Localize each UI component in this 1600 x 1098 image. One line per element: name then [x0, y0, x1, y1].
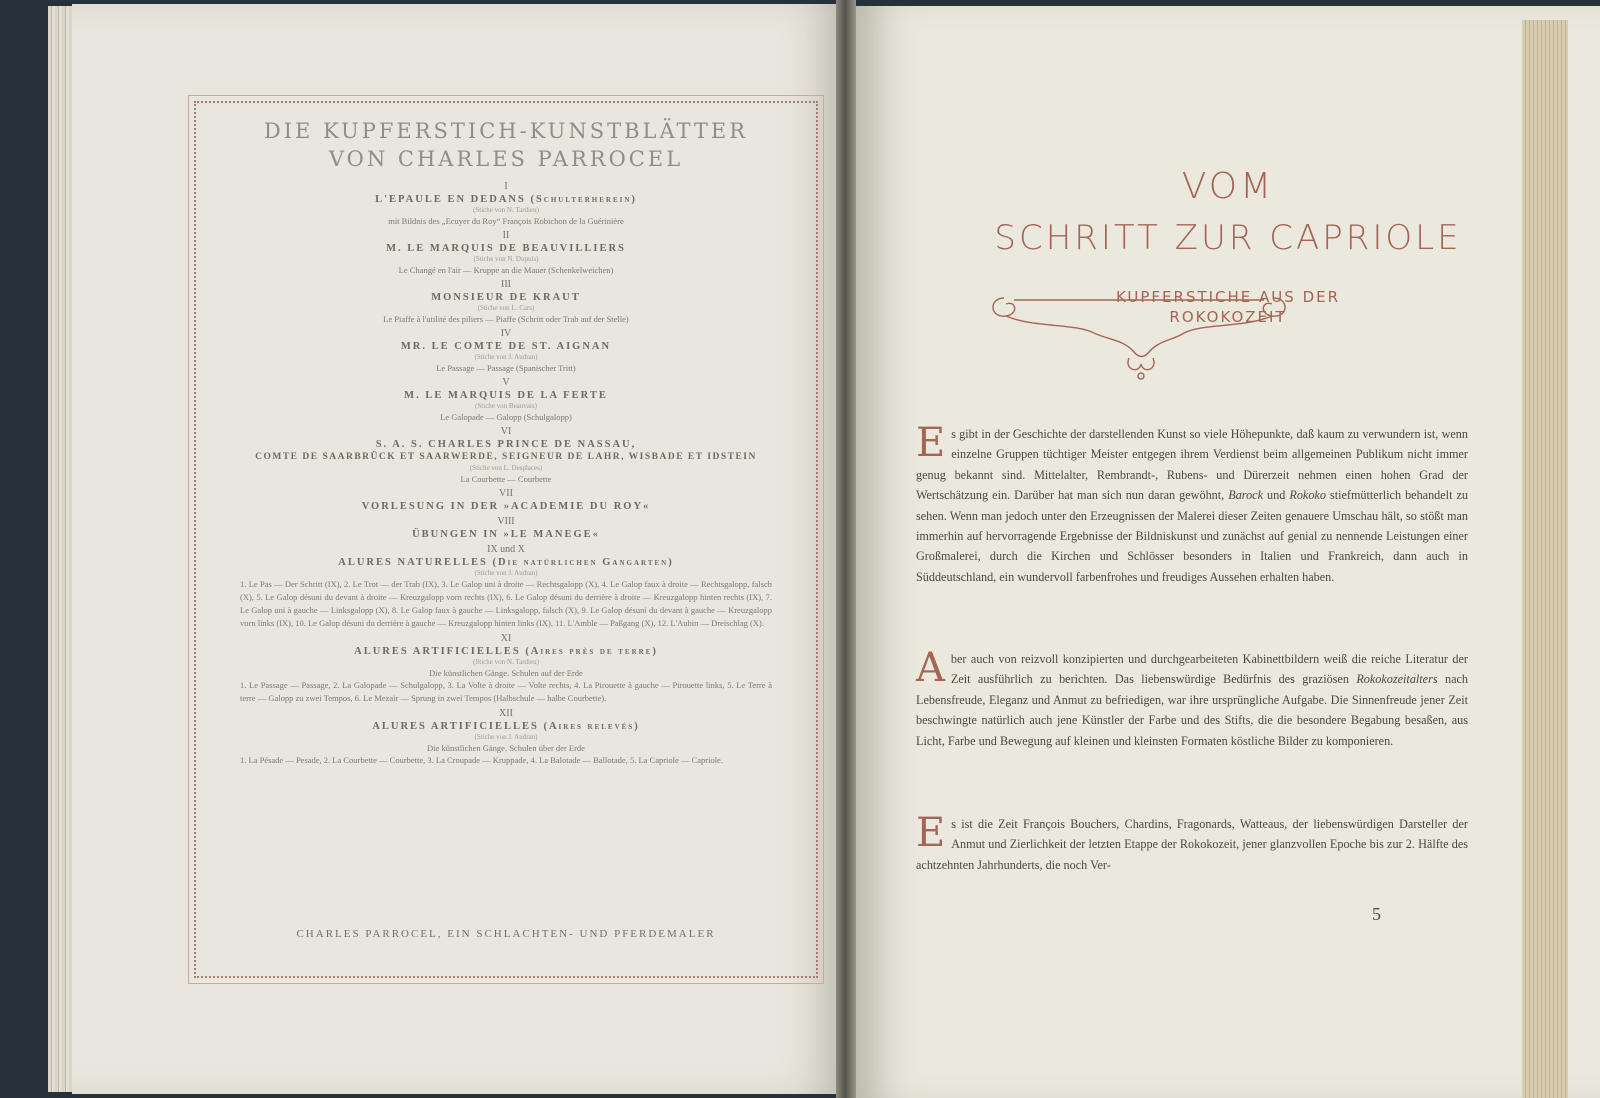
entry-engraver: (Stiche von N. Tardieu) [473, 658, 539, 666]
contents-list [214, 181, 798, 916]
entry-engraver: (Stiche von L. Cars) [477, 304, 535, 312]
contents-entry [214, 230, 798, 276]
contents-entry [214, 516, 798, 541]
entry-number: II [502, 230, 510, 241]
contents-frame [194, 101, 818, 978]
entry-description: Die künstlichen Gänge. Schulen über der Erde [427, 743, 585, 753]
contents-entry [214, 544, 798, 630]
paragraph-text: s gibt in der Geschichte der darstellenden Kunst so viele Höhepunkte, daß kaum zu verwundern ist, wenn einzelne Gruppen tüchtiger Meister entgegen ihrem Verdienst beim allgemeinen Publikum nicht immer genug bekannt sind. Mittelalter, Rembrandt-, Rubens- und Dürerzeit nehmen einen hohen Grad der Wertschätzung ein. Darüber hat man sich nun daran gewöhnt, [916, 427, 1468, 503]
entry-engraver: (Stiche von Beauvais) [475, 402, 537, 410]
paragraph-3 [916, 810, 1468, 875]
entry-title: ALURES ARTIFICIELLES (Aires près de terre) [354, 646, 658, 657]
emphasis: Rokokozeitalters [1356, 672, 1438, 687]
entry-engraver: (Stiche von J. Audran) [474, 733, 538, 741]
entry-title: S. A. S. CHARLES PRINCE DE NASSAU, [375, 439, 637, 450]
entry-title: MONSIEUR DE KRAUT [431, 292, 581, 303]
entry-body: 1. Le Pas — Der Schritt (IX), 2. Le Trot — der Trab (IX), 3. Le Galop uni à droite — Rechtsgalopp (X), 4. Le Galop faux à droite — Rechtsgalopp, falsch (X), 5. Le Galop désuni du devant à droite — Kreuzgalopp vorn rechts (IX), 6. Le Galop désuni du derrière à droite — Kreuzgalopp hinten rechts (IX), 7. Le Galop uni à gauche — Linksgalopp (X), 8. Le Galop faux à gauche — Linksgalopp, falsch (X), 9. Le Galop désuni du devant à gauche — Kreuzgalopp vorn links (IX), 10. Le Galop désuni du derrière à gauche — Kreuzgalopp hinten links (IX), 11. L'Amble — Paßgang (X), 12. L'Aubin — Dreischlag (X). [240, 579, 772, 628]
contents-footer: CHARLES PARROCEL, EIN SCHLACHTEN- UND PFERDEMALER [296, 928, 716, 940]
book-gutter [836, 0, 856, 1098]
entry-title: ALURES NATURELLES (Die natürlichen Gangarten) [338, 557, 674, 568]
entry-number: XI [500, 633, 512, 644]
paragraph-text: stiefmütterlich behandelt zu sehen. Wenn man jedoch unter den Erzeugnissen der Malerei dieser Zeiten genauere Umschau hält, so stößt man immerhin auf hervorragende Ergebnisse der Bildniskunst und zunächst auf genial zu nennende Leistungen einer Großmalerei, durch die Kirchen und Schlösser besonders in Italien und Frankreich, dann auch in Süddeutschland, ein wundervoll farbenfrohes und freudiges Aussehen erhalten haben. [916, 488, 1469, 584]
drop-cap: A [916, 645, 945, 691]
contents-entry [214, 426, 798, 485]
emphasis: Rokoko [1289, 488, 1326, 503]
paragraph-2 [916, 645, 1468, 751]
entry-engraver: (Stiche von J. Audran) [474, 353, 538, 361]
entry-engraver: (Stiche von J. Audran) [474, 569, 538, 577]
left-page [72, 4, 852, 1094]
entry-description: La Courbette — Courbette [460, 474, 552, 484]
paragraph-text: nach Lebensfreude, Eleganz und Anmut zu befriedigen, war ihre ursprüngliche Aufgabe. Die Sinnenfreude jener Zeit beschwingte natürlich auch jene Künstler der Farbe und des Stifts, die die besondere Begabung besaßen, aus Licht, Farbe und Bewegung auf kleinen und kleinsten Formaten köstliche Bilder zu komponieren. [916, 672, 1468, 748]
paragraph-text: ber auch von reizvoll konzipierten und durchgearbeiteten Kabinettbildern weiß die reiche Literatur der Zeit ausführlich zu berichten. Das liebenswürdige Bedürfnis des graziösen [950, 652, 1468, 687]
chapter-title-line-1: VOM [1181, 166, 1275, 207]
chapter-title-line-2: SCHRITT ZUR CAPRIOLE [994, 218, 1462, 258]
chapter-subtitle-line-2: ROKOKOZEIT [1169, 308, 1287, 326]
entry-title: VORLESUNG IN DER »ACADEMIE DU ROY« [361, 501, 651, 512]
entry-number: IX und X [487, 544, 525, 555]
entry-number: XII [499, 708, 513, 719]
entry-description: Le Passage — Passage (Spanischer Tritt) [436, 363, 576, 373]
entry-engraver: (Stiche von N. Tardieu) [473, 206, 539, 214]
entry-title: L'EPAULE EN DEDANS (Schulterherein) [375, 194, 637, 205]
entry-title: MR. LE COMTE DE ST. AIGNAN [400, 341, 612, 352]
entry-number: VIII [497, 516, 515, 527]
contents-entry [214, 328, 798, 374]
entry-body: 1. La Pésade — Pesade, 2. La Courbette — Courbette, 3. La Croupade — Kruppade, 4. La Balotade — Ballotade, 5. La Capriole — Capriole. [240, 755, 723, 765]
entry-body: 1. Le Passage — Passage, 2. La Galopade — Schulgalopp, 3. La Volte à droite — Volte rechts, 4. La Pirouette à gauche — Pirouette links, 5. Le Terre à terre — Galopp zu zwei Tempos, 6. Le Mezair — Sprung in zwei Tempos (Halbschule — halbe Courbette). [240, 680, 772, 703]
chapter-subtitle-line-1: KUPFERSTICHE AUS DER [1115, 288, 1341, 306]
paragraph-1 [916, 420, 1469, 587]
entry-description: Le Changé en l'air — Kruppe an die Mauer (Schenkelweichen) [398, 265, 614, 275]
entry-number: VI [500, 426, 512, 437]
entry-title: M. LE MARQUIS DE BEAUVILLIERS [386, 243, 626, 254]
drop-cap: E [916, 420, 946, 466]
drop-cap: E [916, 810, 946, 856]
entry-number: VII [499, 488, 513, 499]
contents-entry [214, 181, 798, 227]
right-page-edges [1522, 20, 1568, 1098]
contents-entry [214, 708, 798, 767]
right-page [856, 6, 1600, 1098]
entry-engraver: (Stiche von N. Dupuis) [473, 255, 539, 263]
entry-number: IV [500, 328, 512, 339]
entry-number: I [504, 181, 508, 192]
paragraph-text: s ist die Zeit François Bouchers, Chardins, Fragonards, Watteaus, der liebenswürdigen Darsteller der Anmut und Zierlichkeit der letzten Etappe der Rokokozeit, jener glanzvollen Epoche bis zur 2. Hälfte des achtzehnten Jahrhunderts, die noch Ver- [916, 817, 1468, 872]
entry-number: III [501, 279, 511, 290]
entry-title-continued: COMTE DE SAARBRÜCK ET SAARWERDE, SEIGNEUR DE LAHR, WISBADE ET IDSTEIN [255, 452, 757, 462]
contents-entry [214, 488, 798, 513]
emphasis: Barock [1228, 488, 1263, 503]
entry-number: V [502, 377, 510, 388]
entry-description: Le Piaffe à l'utilité des piliers — Piaffe (Schritt oder Trab auf der Stelle) [383, 314, 629, 324]
entry-title: M. LE MARQUIS DE LA FERTE [404, 390, 608, 401]
paragraph-text: und [1263, 488, 1290, 503]
contents-title-line-2: VON CHARLES PARROCEL [328, 147, 684, 171]
entry-description: Die künstlichen Gänge. Schulen auf der Erde [429, 668, 583, 678]
contents-entry [214, 633, 798, 705]
entry-engraver: (Stiche von L. Desplaces) [469, 464, 543, 472]
contents-entry [214, 279, 798, 325]
entry-description: mit Bildnis des „Ecuyer du Roy“ François Robichon de la Guérinière [388, 216, 624, 226]
page-number: 5 [1372, 904, 1381, 924]
contents-entry [214, 377, 798, 423]
contents-title-line-1: DIE KUPFERSTICH-KUNSTBLÄTTER [263, 119, 749, 143]
entry-title: ALURES ARTIFICIELLES (Aires relevés) [372, 721, 640, 732]
entry-title: ÜBUNGEN IN »LE MANEGE« [412, 529, 600, 540]
entry-description: Le Galopade — Galopp (Schulgalopp) [440, 412, 572, 422]
